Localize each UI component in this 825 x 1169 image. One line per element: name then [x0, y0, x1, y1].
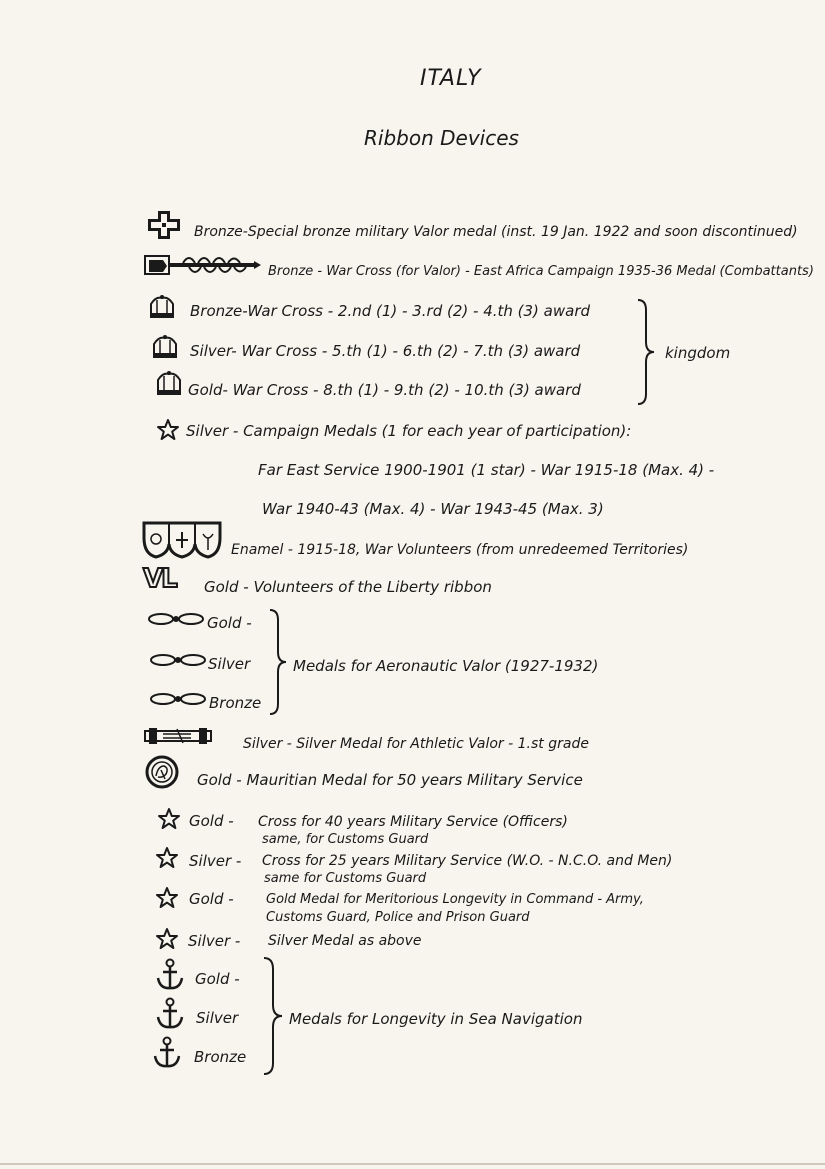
row-athletic: Silver - Silver Medal for Athletic Valor - 1.st grade	[243, 736, 589, 752]
gold-longevity-subline: Customs Guard, Police and Prison Guard	[266, 910, 530, 925]
page-bottom-edge	[0, 1163, 825, 1165]
row-crown-silver: Silver- War Cross - 5.th (1) - 6.th (2) - 7.th (3) award	[190, 342, 581, 360]
aero-silver-label: Silver	[208, 655, 251, 673]
propeller-icon	[147, 610, 205, 628]
row-campaign-line2: Far East Service 1900-1901 (1 star) - War 1915-18 (Max. 4) -	[258, 461, 715, 479]
aero-brace	[268, 608, 290, 716]
anchor-icon	[155, 997, 185, 1031]
row-enamel: Enamel - 1915-18, War Volunteers (from unredeemed Territories)	[231, 542, 689, 558]
silver-25-subline: same for Customs Guard	[264, 871, 427, 886]
anchor-icon	[155, 958, 185, 992]
page-subtitle: Ribbon Devices	[364, 126, 519, 150]
aero-description: Medals for Aeronautic Valor (1927-1932)	[293, 657, 599, 675]
propeller-icon	[149, 651, 207, 669]
kingdom-brace	[636, 298, 656, 406]
kingdom-label: kingdom	[665, 344, 731, 362]
sea-brace	[262, 956, 286, 1076]
medallion-icon	[144, 754, 180, 790]
gold-40-description: Cross for 40 years Military Service (Officers)	[258, 814, 568, 830]
aero-gold-label: Gold -	[207, 614, 252, 632]
row-bronze-war-cross: Bronze - War Cross (for Valor) - East Africa Campaign 1935-36 Medal (Combattants)	[268, 264, 814, 279]
anchor-bronze-label: Bronze	[194, 1048, 247, 1066]
star-icon	[155, 927, 179, 951]
row-bronze-special: Bronze-Special bronze military Valor medal (inst. 19 Jan. 1922 and soon discontinued)	[194, 224, 798, 240]
silver-above-description: Silver Medal as above	[268, 933, 422, 949]
anchor-icon	[152, 1036, 182, 1070]
gold-40-subline: same, for Customs Guard	[262, 832, 429, 847]
star-icon	[157, 807, 181, 831]
star-icon	[155, 886, 179, 910]
crown-icon	[151, 334, 179, 360]
sword-branch-icon	[143, 250, 263, 280]
anchor-silver-label: Silver	[196, 1009, 239, 1027]
star-icon	[155, 846, 179, 870]
gold-longevity-description: Gold Medal for Meritorious Longevity in Command - Army,	[266, 892, 644, 907]
sea-description: Medals for Longevity in Sea Navigation	[289, 1010, 583, 1028]
shields-icon	[141, 520, 223, 560]
silver-25-label: Silver -	[189, 852, 242, 870]
row-campaign: Silver - Campaign Medals (1 for each year of participation):	[186, 422, 632, 440]
row-campaign-line3: War 1940-43 (Max. 4) - War 1943-45 (Max. 3)	[262, 500, 604, 518]
gold-40-label: Gold -	[189, 812, 234, 830]
gold-longevity-label: Gold -	[189, 890, 234, 908]
propeller-icon	[149, 690, 207, 708]
crown-icon	[155, 370, 183, 398]
aero-bronze-label: Bronze	[209, 694, 262, 712]
vl-glyph: VL	[143, 564, 176, 594]
page-title: ITALY	[420, 66, 482, 91]
silver-25-description: Cross for 25 years Military Service (W.O. - N.C.O. and Men)	[262, 853, 673, 869]
anchor-gold-label: Gold -	[195, 970, 240, 988]
cross-icon	[145, 209, 183, 241]
row-volunteers-liberty: Gold - Volunteers of the Liberty ribbon	[204, 578, 492, 596]
star-icon	[156, 418, 180, 442]
row-mauritian: Gold - Mauritian Medal for 50 years Military Service	[197, 771, 583, 789]
crown-icon	[148, 294, 176, 320]
row-crown-gold: Gold- War Cross - 8.th (1) - 9.th (2) - 10.th (3) award	[188, 381, 581, 399]
row-crown-bronze: Bronze-War Cross - 2.nd (1) - 3.rd (2) - 4.th (3) award	[190, 302, 591, 320]
athletic-bar-icon	[143, 726, 213, 746]
silver-above-label: Silver -	[188, 932, 241, 950]
